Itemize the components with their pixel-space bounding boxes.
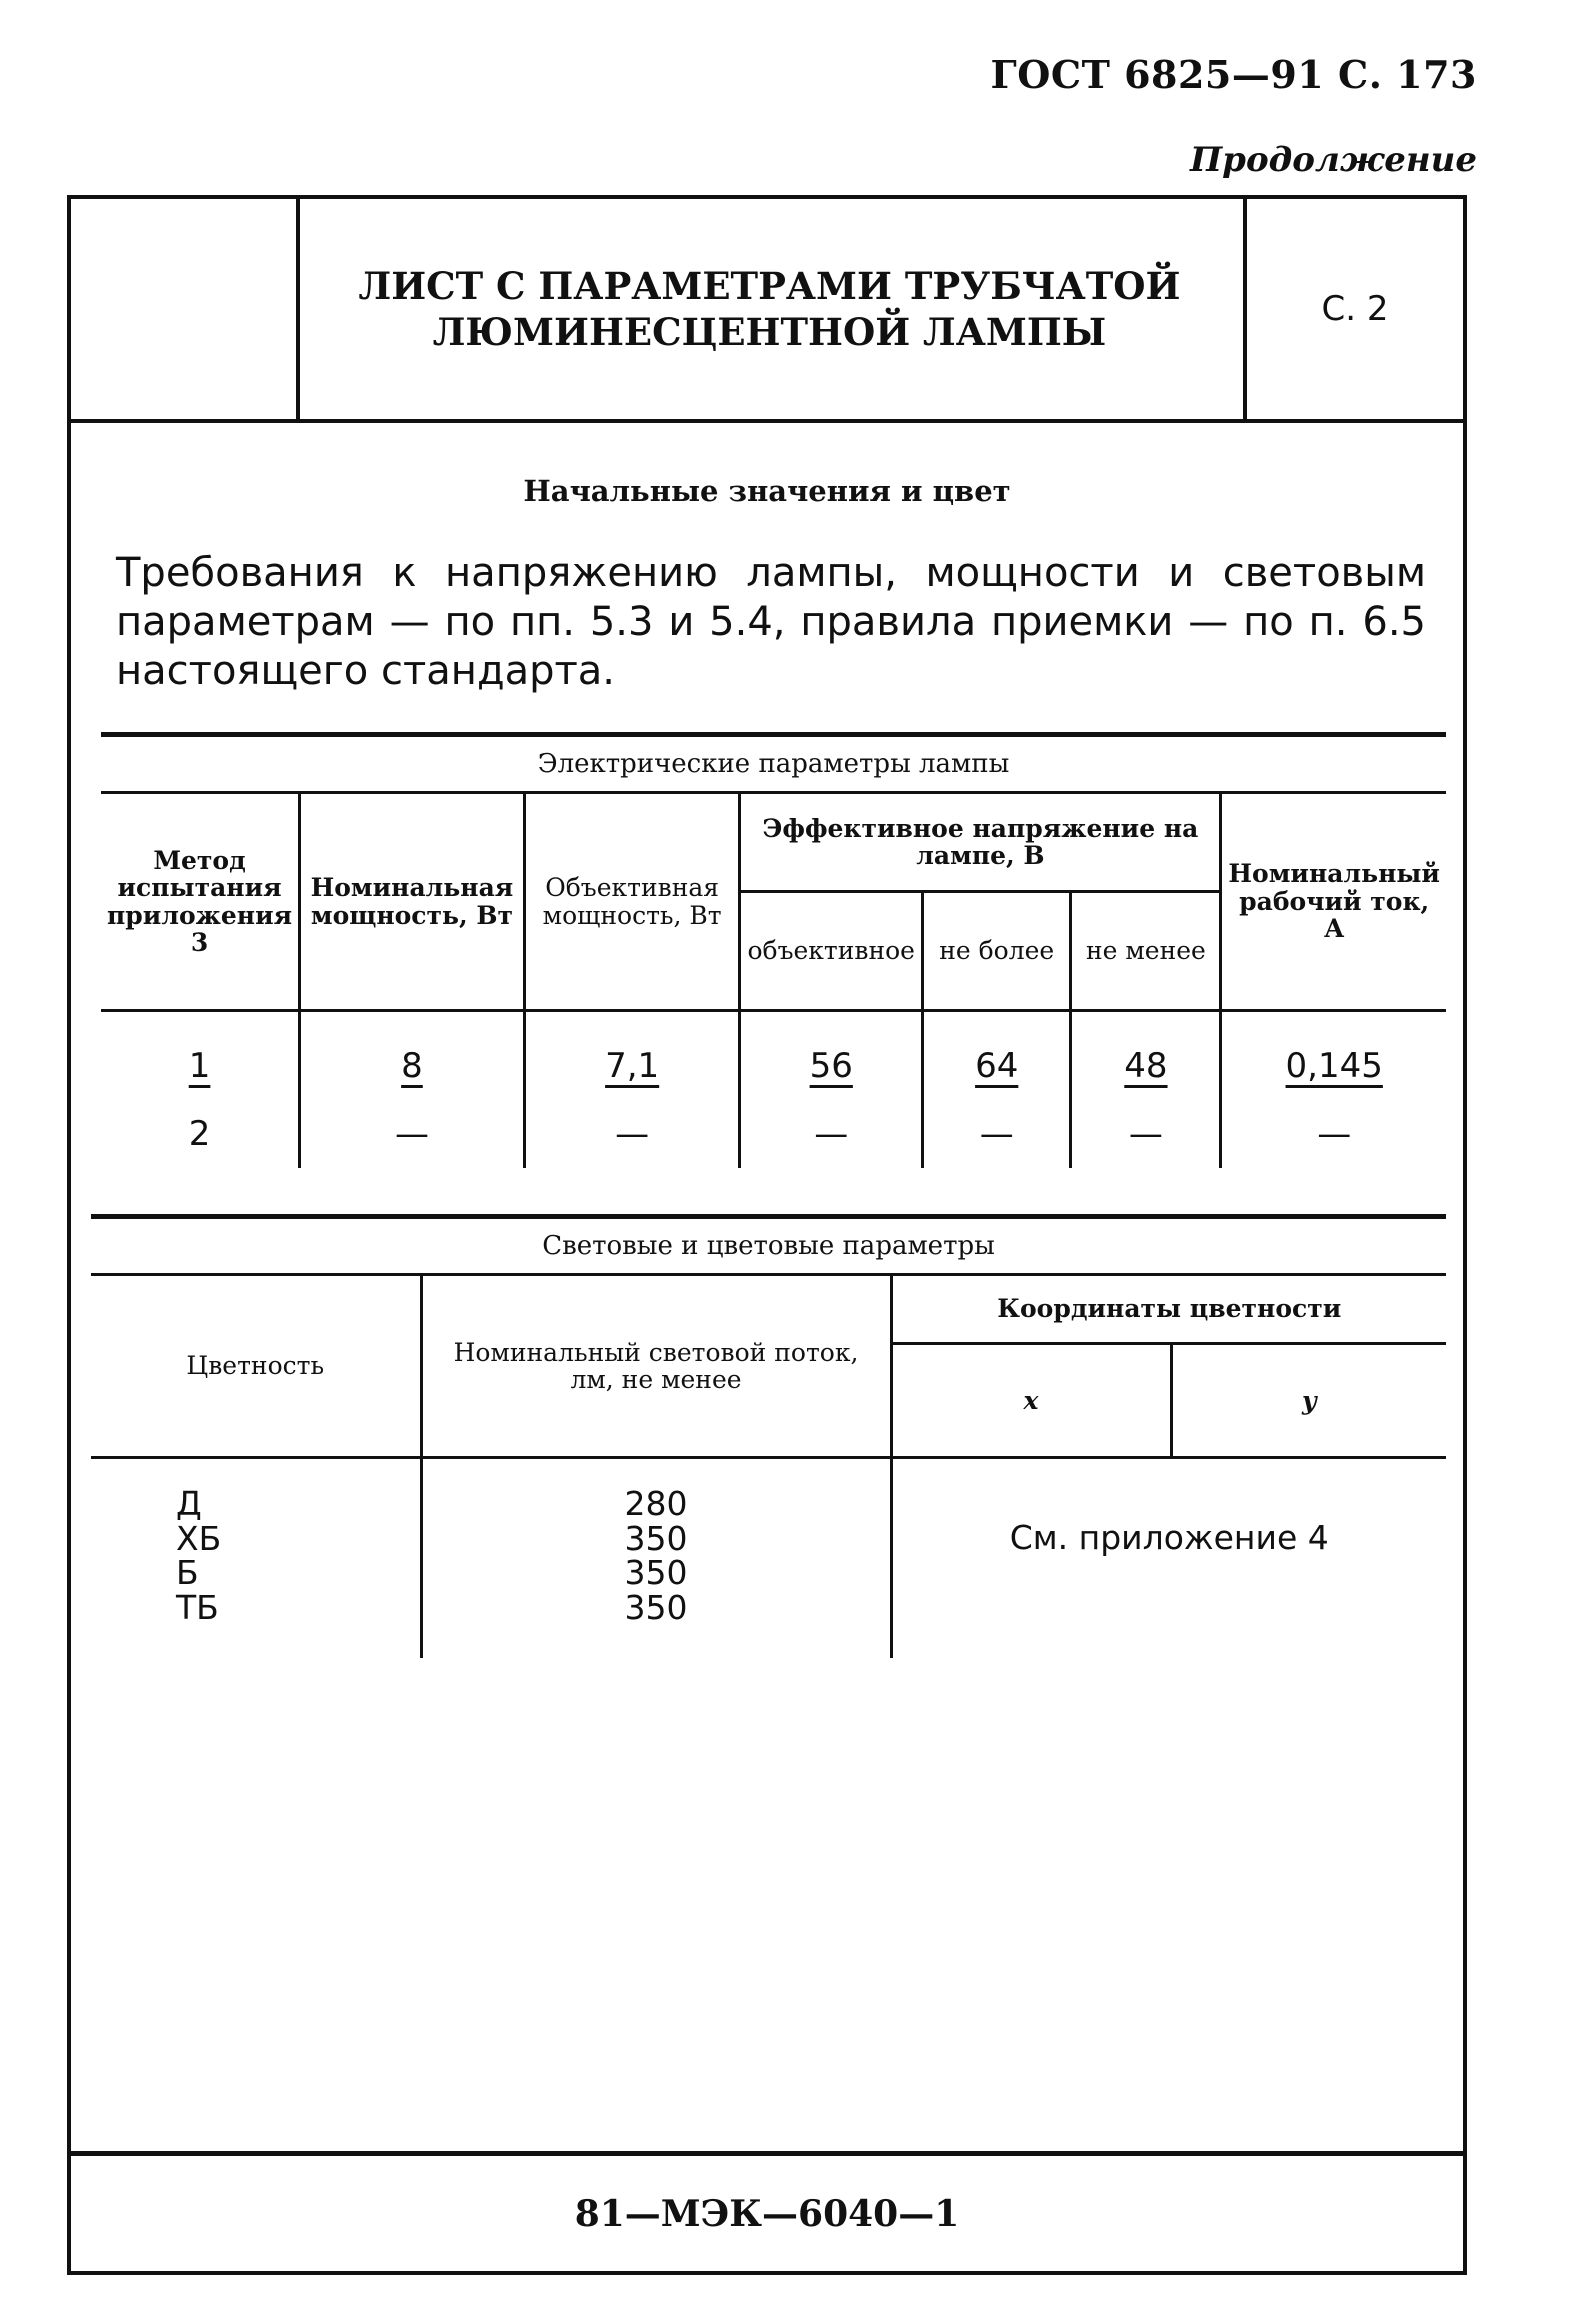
col-coords: Координаты цветности <box>891 1275 1446 1344</box>
cell-voltage-objective: — <box>740 1100 923 1168</box>
sheet-page-label: С. 2 <box>1321 289 1389 329</box>
sheet-title <box>296 199 1247 419</box>
table-row <box>91 1458 1446 1659</box>
sheet-title-line2: ЛЮМИНЕСЦЕНТНОЙ ЛАМПЫ <box>432 310 1107 354</box>
electrical-parameters-table <box>101 732 1446 1168</box>
cell-voltage-min: 48 <box>1071 1011 1221 1101</box>
flux-list <box>421 1458 891 1659</box>
flux-value: 280 <box>624 1484 688 1523</box>
intro-text: Требования к напряжению лампы, мощности и световым параметрам — по пп. 5.3 и 5.4, правила приемки — по п. 6.5 настоящего стандарта. <box>116 550 1426 694</box>
light-parameters-table <box>91 1214 1446 1658</box>
col-voltage-group: Эффективное напряжение на лампе, В <box>740 793 1221 892</box>
cell-voltage-max: — <box>922 1100 1070 1168</box>
flux-value: 350 <box>624 1553 688 1593</box>
light-caption: Световые и цветовые параметры <box>91 1217 1446 1275</box>
table-row <box>101 1100 1446 1168</box>
sheet-footer: 81—МЭК—6040—1 <box>71 2151 1463 2271</box>
sheet-frame <box>67 195 1467 2275</box>
table-row <box>101 1011 1446 1101</box>
col-voltage-objective: объективное <box>740 892 923 1011</box>
electrical-caption: Электрические параметры лампы <box>101 735 1446 793</box>
col-voltage-min: не менее <box>1071 892 1221 1011</box>
col-x: x <box>891 1344 1171 1458</box>
cell-current: — <box>1221 1100 1446 1168</box>
sheet-title-line1: ЛИСТ С ПАРАМЕТРАМИ ТРУБЧАТОЙ <box>358 263 1181 308</box>
color-value: ХБ <box>176 1518 222 1558</box>
col-flux: Номинальный световой поток, лм, не менее <box>421 1275 891 1458</box>
col-method: Метод испытания приложения 3 <box>101 793 300 1011</box>
color-value: Д <box>176 1484 202 1523</box>
flux-value: 350 <box>624 1587 688 1627</box>
cell-method: 2 <box>188 1114 211 1154</box>
cell-objective-power: — <box>524 1100 740 1168</box>
sheet-title-row <box>71 199 1463 423</box>
color-list <box>91 1458 421 1659</box>
coords-note: См. приложение 4 <box>891 1458 1446 1659</box>
cell-current: 0,145 <box>1221 1011 1446 1101</box>
cell-objective-power: 7,1 <box>524 1011 740 1101</box>
continuation-label: Продолжение <box>1190 140 1477 180</box>
color-value: ТБ <box>176 1587 219 1627</box>
cell-nominal-power: 8 <box>300 1011 525 1101</box>
col-nominal-power: Номинальная мощность, Вт <box>300 793 525 1011</box>
col-objective-power: Объективная мощность, Вт <box>524 793 740 1011</box>
col-voltage-max: не более <box>922 892 1070 1011</box>
cell-nominal-power: — <box>300 1100 525 1168</box>
cell-method: 1 <box>188 1046 211 1086</box>
col-color: Цветность <box>91 1275 421 1458</box>
section-heading: Начальные значения и цвет <box>523 474 1011 508</box>
cell-voltage-objective: 56 <box>740 1011 923 1101</box>
cell-voltage-min: — <box>1071 1100 1221 1168</box>
page-header: ГОСТ 6825—91 С. 173 <box>990 52 1477 97</box>
col-y: y <box>1171 1344 1446 1458</box>
cell-voltage-max: 64 <box>922 1011 1070 1101</box>
flux-value: 350 <box>624 1518 688 1558</box>
col-current: Номинальный рабочий ток, А <box>1221 793 1446 1011</box>
color-value: Б <box>176 1553 199 1593</box>
title-blank-cell <box>71 199 300 419</box>
